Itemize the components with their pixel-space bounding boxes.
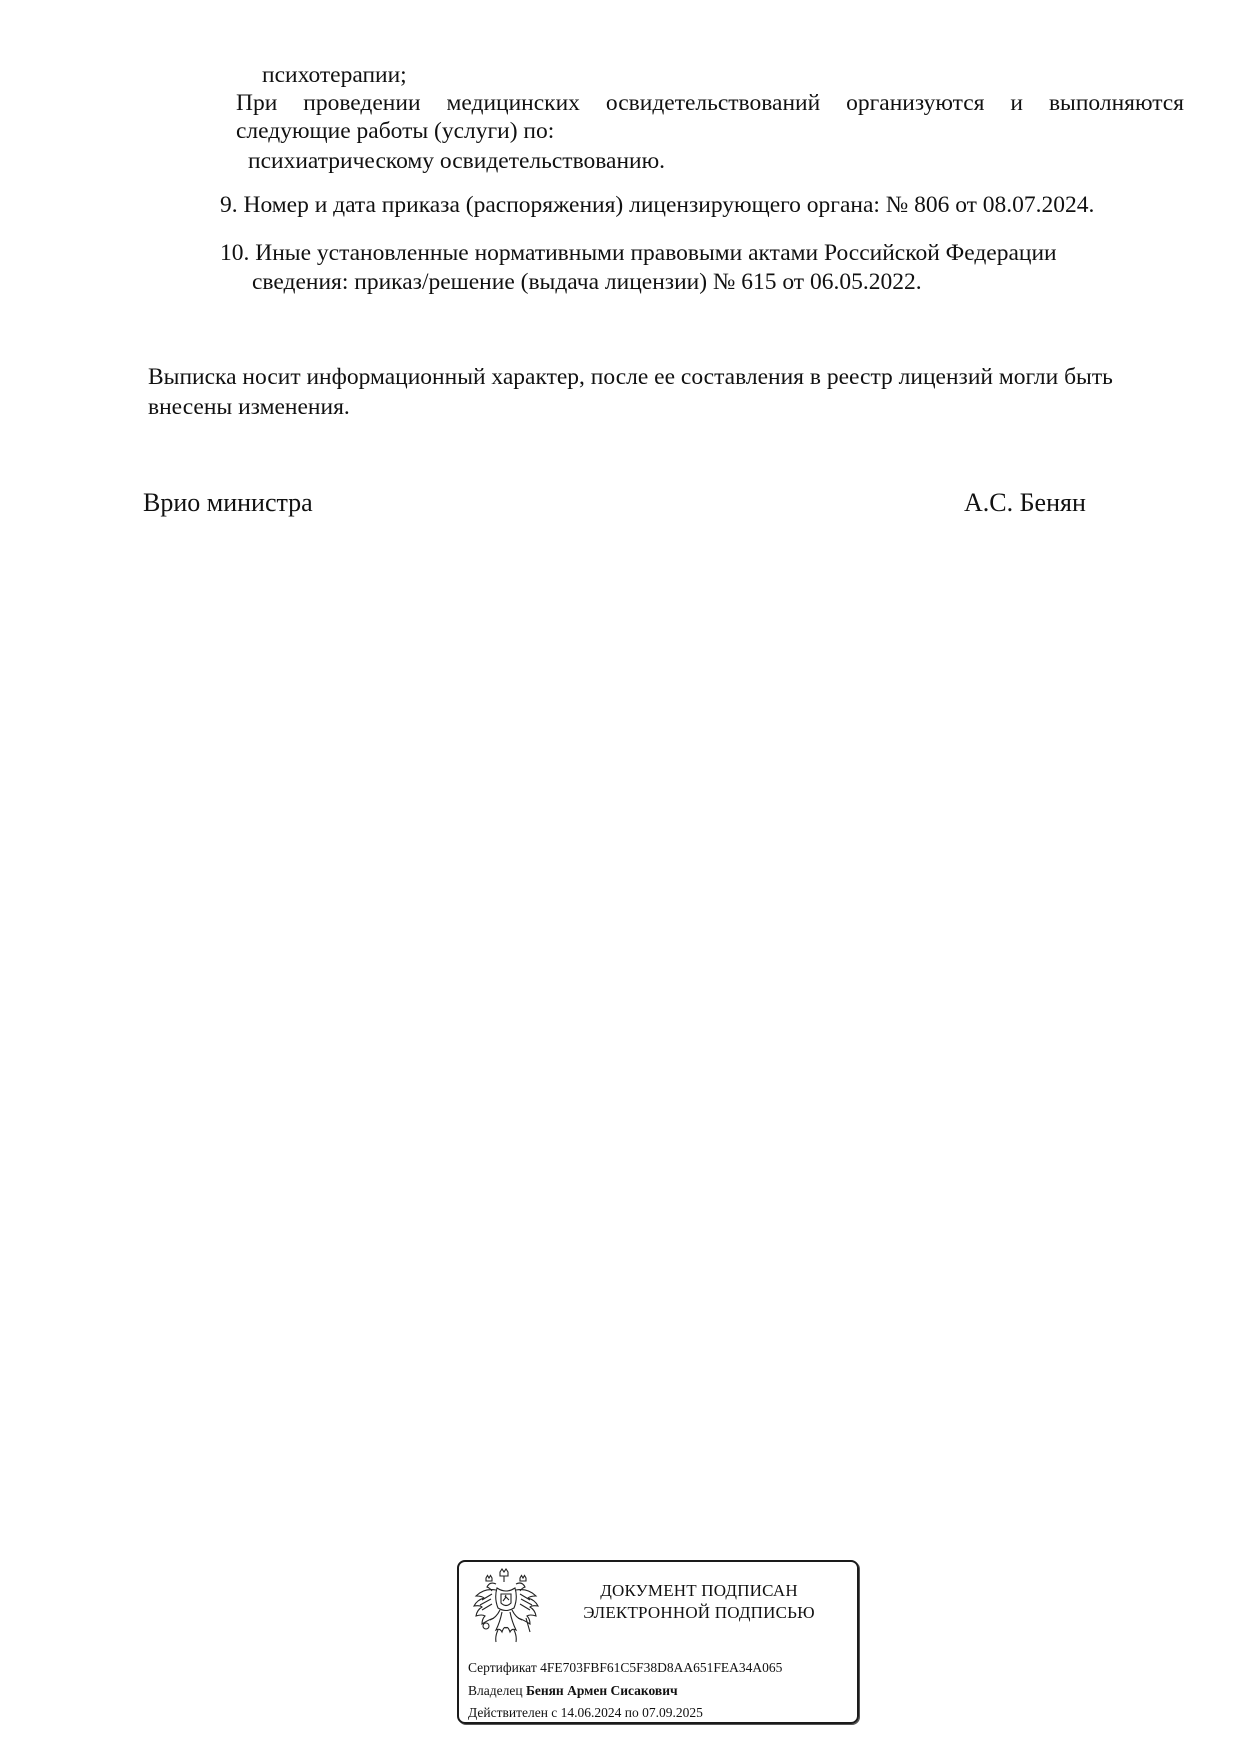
- line-exam-intro-2: следующие работы (услуги) по:: [236, 118, 555, 144]
- disclaimer-line-1: Выписка носит информационный характер, после ее составления в реестр лицензий могли быть: [148, 364, 1113, 390]
- line-exam-intro-1: При проведении медицинских освидетельствований организуются и выполняются: [236, 90, 1184, 116]
- owner-value: Бенян Армен Сисакович: [525, 1683, 678, 1698]
- electronic-signature-stamp: [457, 1560, 859, 1724]
- signatory-name: А.С. Бенян: [964, 488, 1086, 517]
- line-psychotherapy: психотерапии;: [262, 62, 407, 88]
- stamp-heading-line-2: ЭЛЕКТРОННОЙ ПОДПИСЬЮ: [583, 1603, 815, 1622]
- item-10-line-1: 10. Иные установленные нормативными правовыми актами Российской Федерации: [220, 240, 1057, 266]
- line-psychiatric-exam: психиатрическому освидетельствованию.: [248, 148, 666, 174]
- certificate-value: 4FE703FBF61C5F38D8AA651FEA34A065: [540, 1660, 783, 1675]
- russian-coat-of-arms-icon: [472, 1568, 540, 1646]
- item-9-order-number-date: 9. Номер и дата приказа (распоряжения) лицензирующего органа: № 806 от 08.07.2024.: [220, 192, 1095, 218]
- signatory-position: Врио министра: [143, 488, 313, 517]
- stamp-validity: Действителен с 14.06.2024 по 07.09.2025: [468, 1705, 703, 1720]
- disclaimer-line-2: внесены изменения.: [148, 394, 350, 420]
- certificate-label: Сертификат: [468, 1660, 537, 1675]
- stamp-owner: [468, 1683, 678, 1699]
- stamp-heading-line-1: ДОКУМЕНТ ПОДПИСАН: [600, 1581, 798, 1600]
- owner-label: Владелец: [468, 1683, 523, 1698]
- stamp-certificate: [468, 1660, 782, 1676]
- item-10-line-2: сведения: приказ/решение (выдача лицензии) № 615 от 06.05.2022.: [252, 269, 922, 295]
